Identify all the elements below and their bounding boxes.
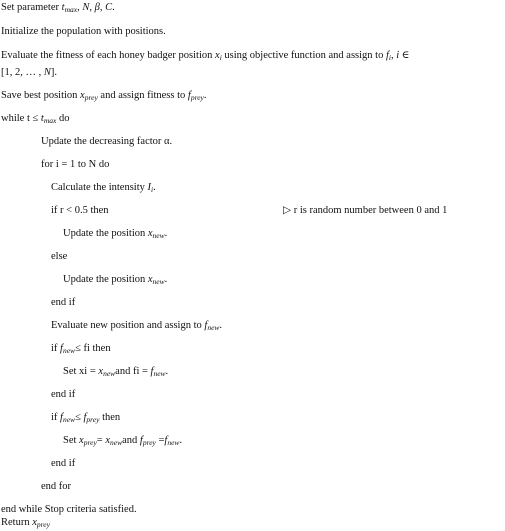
line-end-if-1: end if bbox=[51, 297, 76, 308]
line-set-parameters: Set parameter $t_{max}$, N, β, C. bbox=[1, 2, 115, 14]
line-initialize: Initialize the population with positions. bbox=[1, 26, 166, 37]
line-range: [1, 2, … , N]. bbox=[1, 67, 58, 78]
line-end-while: end while Stop criteria satisfied. bbox=[1, 504, 137, 515]
comment-random: ▷ r is random number between 0 and 1 bbox=[283, 205, 448, 216]
line-if-fnew-fi: if $f_{new}\le$ fi then bbox=[51, 343, 111, 355]
math-f-i: $f_i$ bbox=[385, 50, 391, 62]
line-evaluate-new: Evaluate new position and assign to $f_{new}$. bbox=[51, 320, 223, 332]
line-end-for: end for bbox=[41, 481, 72, 492]
line-else: else bbox=[51, 251, 68, 262]
line-if-r: if r < 0.5 then bbox=[51, 205, 109, 216]
math-x-i: $x_i$ bbox=[215, 50, 222, 62]
line-set-xi: Set xi = $x_{new}and$ fi = $f_{new}$. bbox=[63, 366, 169, 378]
line-evaluate-fitness: Evaluate the fitness of each honey badger position $x_i$ using objective function and assign to $f_i$, i ∈ bbox=[1, 50, 410, 62]
math-I-i: $I_i$ bbox=[147, 182, 154, 194]
line-return: Return $x_{prey}$ bbox=[1, 517, 50, 529]
math-f-prey: $f_{prey}$ bbox=[139, 435, 156, 447]
line-update-position-1: Update the position $x_{new}$. bbox=[63, 228, 168, 240]
math-x-new: $x_{new}$ bbox=[147, 228, 165, 240]
math-t-max: $t_{max}$ bbox=[61, 2, 78, 14]
line-set-xprey: Set $x_{prey}= x_{new}and$ $f_{prey} =f_{new}$. bbox=[63, 435, 183, 447]
line-update-factor: Update the decreasing factor α. bbox=[41, 136, 173, 147]
math-f-new: $f_{new}$ bbox=[60, 343, 76, 355]
math-f-new: $f_{new}$ bbox=[60, 412, 76, 424]
math-x-new: $x_{new}$ bbox=[105, 435, 123, 447]
math-x-prey: $x_{prey}$ bbox=[32, 517, 50, 529]
line-while: while $t \le t_{max}$ do bbox=[1, 113, 70, 125]
math-x-prey: $x_{prey}$ bbox=[79, 435, 97, 447]
math-f-new: $f_{new}$ bbox=[204, 320, 220, 332]
line-update-position-2: Update the position $x_{new}$. bbox=[63, 274, 168, 286]
line-if-fnew-fprey: if $f_{new}\le f_{prey}$ then bbox=[51, 412, 121, 424]
math-x-new: $x_{new}$ bbox=[147, 274, 165, 286]
math-f-prey: $f_{prey}$ bbox=[187, 90, 204, 102]
line-for: for i = 1 to N do bbox=[41, 159, 110, 170]
math-f-new: $f_{new}$ bbox=[164, 435, 180, 447]
math-f-prey: $f_{prey}$ bbox=[83, 412, 100, 424]
line-intensity: Calculate the intensity $I_i$. bbox=[51, 182, 156, 194]
math-x-prey: $x_{prey}$ bbox=[80, 90, 98, 102]
line-save-best: Save best position $x_{prey}$ and assign fitness to $f_{prey}$. bbox=[1, 90, 207, 102]
line-end-if-2: end if bbox=[51, 389, 76, 400]
math-x-new: $x_{new}$ bbox=[98, 366, 116, 378]
math-t-max: $t_{max}$ bbox=[40, 113, 57, 125]
math-f-new: $f_{new}$ bbox=[150, 366, 166, 378]
line-end-if-3: end if bbox=[51, 458, 76, 469]
